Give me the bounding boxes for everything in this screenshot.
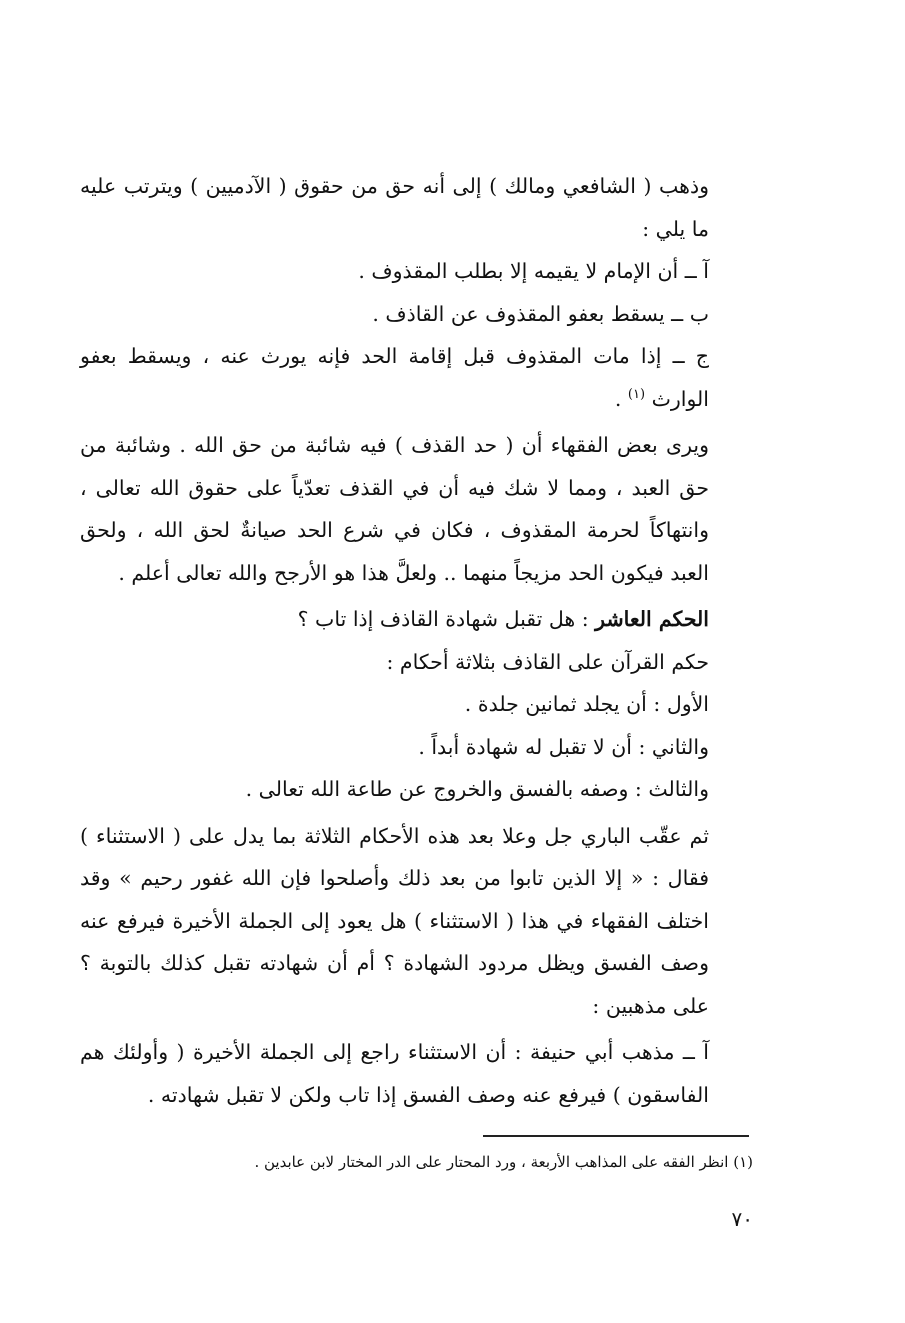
paragraph-three-rulings: حكم القرآن على القاذف بثلاثة أحكام : <box>386 649 709 674</box>
list-item: والثالث : وصفه بالفسق والخروج عن طاعة الله تعالى . <box>245 777 709 801</box>
list-item-end: . <box>614 386 622 411</box>
paragraph-hanafi: آ ــ مذهب أبي حنيفة : أن الاستثناء راجع إلى الجملة الأخيرة ( وأولئك هم الفاسقون ) فيرفع عنه وصف الفسق إذا تاب ولكن لا تقبل شهادته . <box>80 1040 709 1107</box>
list-item: والثاني : أن لا تقبل له شهادة أبداً . <box>418 734 709 759</box>
footnote: (١) انظر الفقه على المذاهب الأربعة ، ورد المحتار على الدر المختار لابن عابدين . <box>254 1153 753 1171</box>
paragraph-mixed-right: ويرى بعض الفقهاء أن ( حد القذف ) فيه شائبة من حق الله . وشائبة من حق العبد ، ومما لا شك فيه أن في القذف تعدّياً على حقوق الله تعالى ، وانتهاكاً لحرمة المقذوف ، فكان في شرع الحد صيانةٌ لحق الله ، ولحق العبد فيكون الحد مزيجاً منهما .. ولعلَّ هذا هو الأرجح والله تعالى أعلم . <box>80 433 709 585</box>
paragraph-exception: ثم عقّب الباري جل وعلا بعد هذه الأحكام الثلاثة بما يدل على ( الاستثناء ) فقال : « إلا الذين تابوا من بعد ذلك وأصلحوا فإن الله غفور رحيم » وقد اختلف الفقهاء في هذا ( الاستثناء ) هل يعود إلى الجملة الأخيرة فيرفع عنه وصف الفسق ويظل مردود الشهادة ؟ أم أن شهادته تقبل كذلك بالتوبة ؟ على مذهبين : <box>80 823 710 1018</box>
list-item: ب ــ يسقط بعفو المقذوف عن القاذف . <box>372 301 709 326</box>
paragraph-shafii-malik: وذهب ( الشافعي ومالك ) إلى أنه حق من حقوق ( الآدميين ) ويترتب عليه ما يلي : <box>80 174 709 241</box>
footnote-divider <box>483 1135 749 1137</box>
ruling-heading: الحكم العاشر <box>595 607 709 631</box>
list-item-c <box>80 335 753 420</box>
section-heading <box>80 598 753 641</box>
list-item-text: ج ــ إذا مات المقذوف قبل إقامة الحد فإنه يورث عنه ، ويسقط بعفو الوارث <box>80 344 709 411</box>
list-item: الأول : أن يجلد ثمانين جلدة . <box>464 692 709 716</box>
footnote-reference: (١) <box>627 386 646 402</box>
list-item: آ ــ أن الإمام لا يقيمه إلا بطلب المقذوف . <box>358 259 709 283</box>
page-number: ٧٠ <box>731 1207 753 1231</box>
ruling-question: : هل تقبل شهادة القاذف إذا تاب ؟ <box>297 607 596 631</box>
